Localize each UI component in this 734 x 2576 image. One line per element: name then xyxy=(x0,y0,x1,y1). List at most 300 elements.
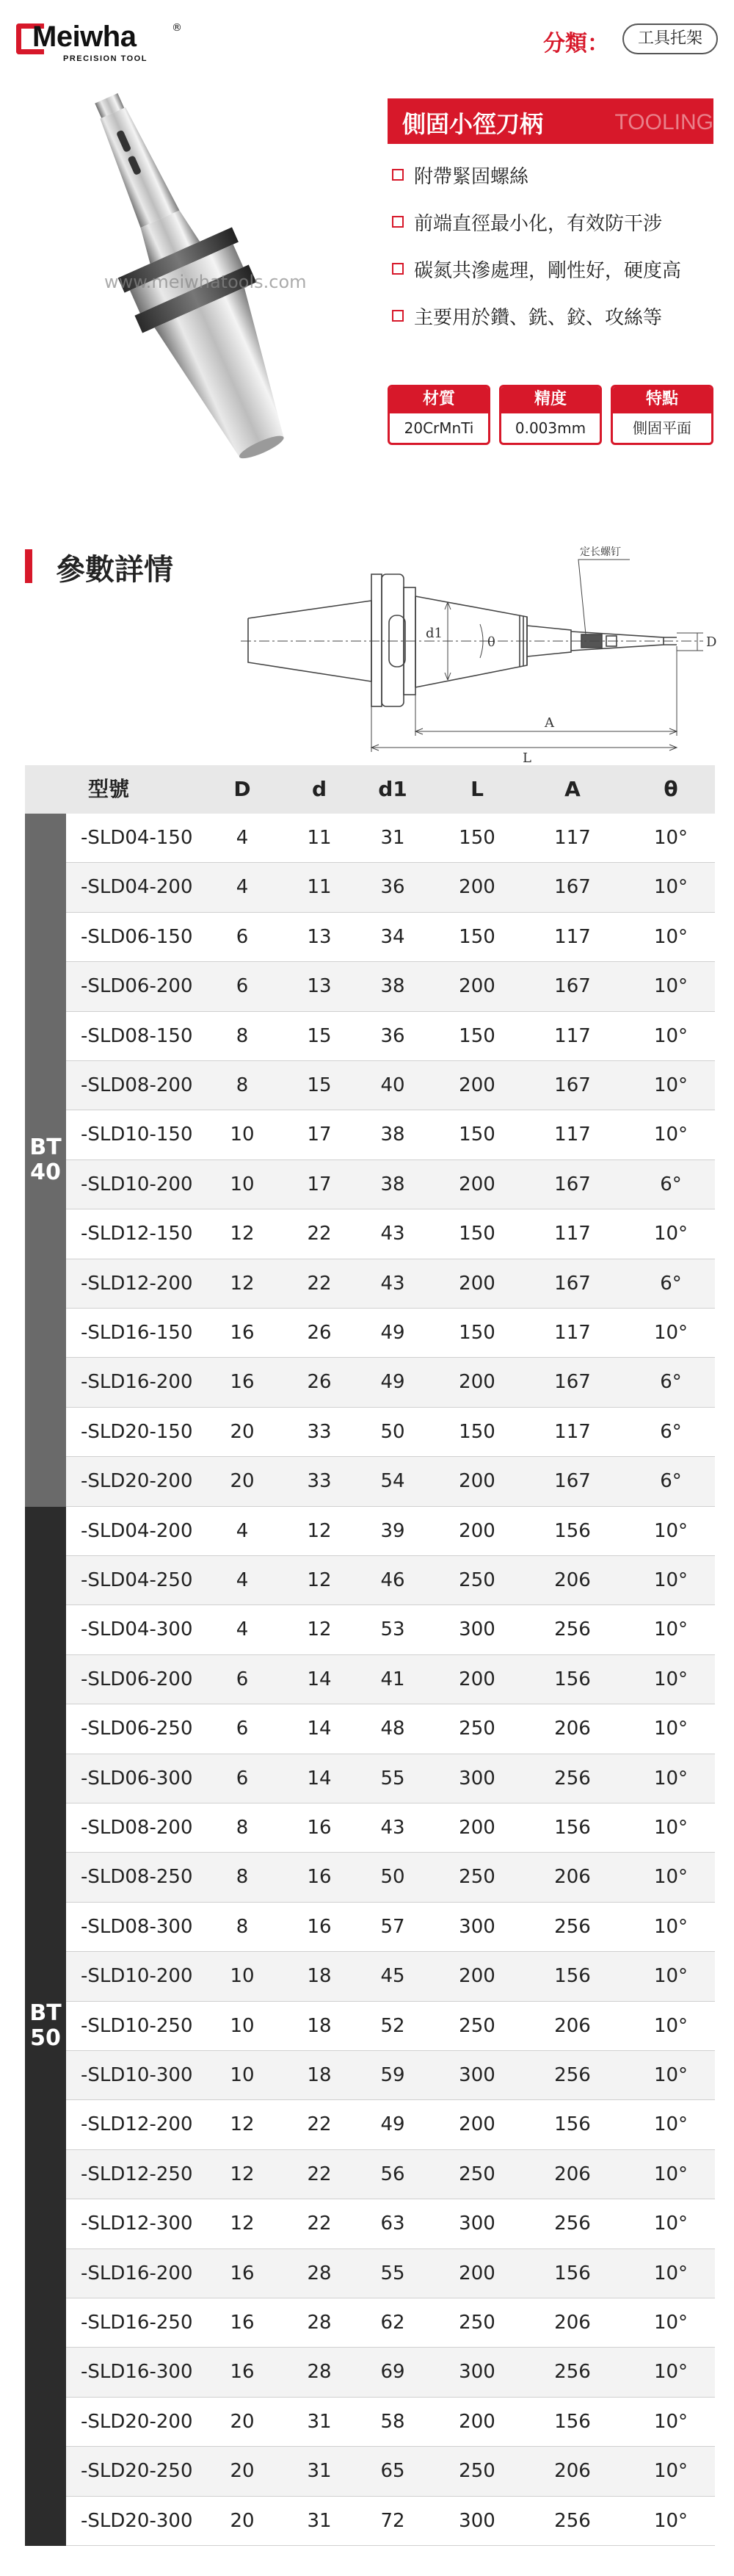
table-cell: 6° xyxy=(660,1470,682,1493)
table-row xyxy=(66,2348,715,2397)
table-cell: -SLD16-250 xyxy=(81,2312,193,2334)
table-cell: 10° xyxy=(653,2213,688,2235)
table-cell: 50 xyxy=(380,1866,405,1889)
table-cell: 200 xyxy=(459,2410,495,2433)
table-cell: 150 xyxy=(459,1024,495,1047)
bullet-square-icon xyxy=(392,216,404,228)
brand-subtitle: PRECISION TOOL xyxy=(63,54,148,63)
table-cell: 8 xyxy=(236,1817,249,1839)
table-row xyxy=(66,1259,715,1309)
product-title: 側固小徑刀柄 xyxy=(402,110,544,138)
table-cell: 167 xyxy=(554,1074,591,1096)
table-cell: 10° xyxy=(653,2361,688,2384)
table-cell: 48 xyxy=(380,1718,405,1740)
product-image xyxy=(0,73,382,485)
category-label: 分類： xyxy=(543,31,609,57)
table-cell: 17 xyxy=(307,1124,332,1146)
table-cell: 8 xyxy=(236,1915,249,1938)
table-cell: 10° xyxy=(653,1767,688,1790)
table-cell: 16 xyxy=(307,1866,332,1889)
table-cell: -SLD20-200 xyxy=(81,1470,193,1493)
table-cell: 250 xyxy=(459,2163,495,2185)
dim-L: L xyxy=(523,750,531,764)
table-cell: -SLD08-150 xyxy=(81,1024,193,1047)
table-cell: 300 xyxy=(459,1915,495,1938)
spec-card-feature xyxy=(611,385,713,445)
table-cell: 39 xyxy=(380,1519,405,1542)
watermark-text: www.meiwhatools.com xyxy=(104,272,307,292)
table-row xyxy=(66,2398,715,2447)
table-cell: -SLD20-150 xyxy=(81,1420,193,1443)
dim-d1: d1 xyxy=(426,626,443,641)
table-cell: 10° xyxy=(653,1519,688,1542)
feature-item xyxy=(388,295,713,342)
table-cell: 22 xyxy=(307,1272,332,1295)
table-row xyxy=(66,814,715,863)
table-cell: -SLD10-150 xyxy=(81,1124,193,1146)
table-cell: -SLD04-200 xyxy=(81,1519,193,1542)
table-cell: 4 xyxy=(236,876,249,899)
table-cell: 10 xyxy=(230,1173,255,1195)
table-cell: 16 xyxy=(230,2312,255,2334)
table-cell: 10° xyxy=(653,1817,688,1839)
table-cell: 16 xyxy=(230,2262,255,2284)
table-cell: 4 xyxy=(236,1519,249,1542)
table-cell: 10° xyxy=(653,1124,688,1146)
table-cell: 10° xyxy=(653,1718,688,1740)
table-cell: 206 xyxy=(554,2014,591,2037)
table-cell: 16 xyxy=(307,1817,332,1839)
category-tag[interactable]: 工具托架 xyxy=(622,23,718,54)
section-accent-bar xyxy=(25,549,32,583)
table-row xyxy=(66,1110,715,1159)
table-cell: 14 xyxy=(307,1668,332,1690)
table-cell: 250 xyxy=(459,2014,495,2037)
product-title-bar xyxy=(388,98,713,144)
table-row xyxy=(66,1012,715,1061)
table-cell: 28 xyxy=(307,2312,332,2334)
table-row xyxy=(66,1655,715,1704)
table-cell: 12 xyxy=(307,1519,332,1542)
table-cell: 200 xyxy=(459,1965,495,1988)
table-cell: -SLD06-200 xyxy=(81,1668,193,1690)
table-cell: 63 xyxy=(380,2213,405,2235)
table-cell: 10° xyxy=(653,2064,688,2086)
table-cell: -SLD06-250 xyxy=(81,1718,193,1740)
table-cell: 49 xyxy=(380,1371,405,1394)
table-cell: 167 xyxy=(554,1371,591,1394)
group-label-bt40: BT 40 xyxy=(25,814,66,1507)
table-cell: 8 xyxy=(236,1074,249,1096)
table-cell: 22 xyxy=(307,2113,332,2136)
table-cell: 46 xyxy=(380,1569,405,1591)
table-row xyxy=(66,1903,715,1952)
table-cell: 256 xyxy=(554,2361,591,2384)
col-L: L xyxy=(470,777,484,801)
table-row xyxy=(66,2199,715,2248)
table-cell: 10° xyxy=(653,2460,688,2483)
table-row xyxy=(66,1408,715,1457)
table-cell: 26 xyxy=(307,1371,332,1394)
product-title-en: TOOLING xyxy=(614,110,713,134)
table-cell: 62 xyxy=(380,2312,405,2334)
table-cell: 49 xyxy=(380,2113,405,2136)
table-cell: -SLD16-300 xyxy=(81,2361,193,2384)
table-cell: 22 xyxy=(307,2213,332,2235)
table-cell: 12 xyxy=(230,1223,255,1245)
table-cell: 167 xyxy=(554,1470,591,1493)
table-row xyxy=(66,2447,715,2496)
table-cell: 167 xyxy=(554,1272,591,1295)
table-cell: -SLD08-300 xyxy=(81,1915,193,1938)
table-cell: 10° xyxy=(653,2312,688,2334)
table-cell: 200 xyxy=(459,1470,495,1493)
table-cell: 10° xyxy=(653,1223,688,1245)
table-cell: 200 xyxy=(459,1074,495,1096)
table-cell: 200 xyxy=(459,1371,495,1394)
table-cell: 4 xyxy=(236,1569,249,1591)
table-cell: 20 xyxy=(230,1470,255,1493)
table-cell: 10° xyxy=(653,925,688,948)
table-row xyxy=(66,2150,715,2199)
table-cell: 300 xyxy=(459,1618,495,1641)
table-cell: 10° xyxy=(653,2509,688,2532)
table-cell: 10° xyxy=(653,1618,688,1641)
table-cell: 10 xyxy=(230,1965,255,1988)
table-cell: 10° xyxy=(653,1322,688,1344)
table-row xyxy=(66,2100,715,2149)
col-d: d xyxy=(311,777,327,801)
table-cell: 10 xyxy=(230,2064,255,2086)
table-cell: 300 xyxy=(459,2361,495,2384)
spec-label: 材質 xyxy=(390,387,488,413)
table-cell: 256 xyxy=(554,2509,591,2532)
table-cell: 10° xyxy=(653,2262,688,2284)
table-cell: 10° xyxy=(653,1915,688,1938)
table-cell: -SLD04-300 xyxy=(81,1618,193,1641)
brand-logo[interactable] xyxy=(16,21,192,65)
table-cell: 6 xyxy=(236,1668,249,1690)
table-cell: 156 xyxy=(554,1965,591,1988)
table-cell: -SLD06-150 xyxy=(81,925,193,948)
table-cell: -SLD20-300 xyxy=(81,2509,193,2532)
group-label-bt50: BT 50 xyxy=(25,1507,66,2546)
table-cell: 156 xyxy=(554,1668,591,1690)
table-cell: 300 xyxy=(459,2509,495,2532)
table-cell: 200 xyxy=(459,2262,495,2284)
table-cell: 12 xyxy=(230,1272,255,1295)
table-cell: 200 xyxy=(459,1272,495,1295)
table-cell: 55 xyxy=(380,1767,405,1790)
brand-name: Meiwha xyxy=(32,21,137,53)
table-cell: 150 xyxy=(459,1420,495,1443)
table-cell: 33 xyxy=(307,1470,332,1493)
table-cell: 206 xyxy=(554,1569,591,1591)
table-cell: -SLD08-250 xyxy=(81,1866,193,1889)
table-cell: 150 xyxy=(459,925,495,948)
table-row xyxy=(66,1160,715,1209)
table-cell: 167 xyxy=(554,876,591,899)
dim-A: A xyxy=(545,715,554,731)
table-cell: 11 xyxy=(307,827,332,849)
table-cell: 117 xyxy=(554,1223,591,1245)
feature-text: 前端直徑最小化，有效防干涉 xyxy=(414,213,663,235)
table-cell: -SLD04-250 xyxy=(81,1569,193,1591)
feature-text: 主要用於鑽、銑、鉸、攻絲等 xyxy=(414,307,663,329)
feature-list xyxy=(388,154,713,342)
table-cell: 54 xyxy=(380,1470,405,1493)
col-A: A xyxy=(564,777,581,801)
bullet-square-icon xyxy=(392,310,404,322)
table-cell: 20 xyxy=(230,1420,255,1443)
table-cell: 150 xyxy=(459,1124,495,1146)
table-cell: 117 xyxy=(554,1024,591,1047)
table-cell: 20 xyxy=(230,2509,255,2532)
table-cell: 31 xyxy=(307,2460,332,2483)
bullet-square-icon xyxy=(392,263,404,275)
table-cell: -SLD10-300 xyxy=(81,2064,193,2086)
table-cell: 20 xyxy=(230,2460,255,2483)
table-cell: 4 xyxy=(236,1618,249,1641)
spec-label: 特點 xyxy=(613,387,711,413)
table-cell: 12 xyxy=(230,2113,255,2136)
table-cell: 13 xyxy=(307,925,332,948)
table-cell: 206 xyxy=(554,1866,591,1889)
table-cell: 12 xyxy=(307,1569,332,1591)
table-row xyxy=(66,1507,715,1556)
table-cell: 256 xyxy=(554,1618,591,1641)
table-cell: -SLD10-200 xyxy=(81,1965,193,1988)
section-title: 參數詳情 xyxy=(56,553,173,587)
table-cell: 10° xyxy=(653,2014,688,2037)
row-divider xyxy=(66,2545,715,2546)
table-cell: 28 xyxy=(307,2262,332,2284)
table-cell: 10° xyxy=(653,1074,688,1096)
table-cell: 10 xyxy=(230,2014,255,2037)
table-cell: 49 xyxy=(380,1322,405,1344)
table-cell: 40 xyxy=(380,1074,405,1096)
table-row xyxy=(66,1952,715,2001)
table-cell: 10° xyxy=(653,827,688,849)
table-cell: 43 xyxy=(380,1272,405,1295)
table-row xyxy=(66,2051,715,2100)
table-cell: 59 xyxy=(380,2064,405,2086)
table-cell: 6° xyxy=(660,1371,682,1394)
table-cell: 256 xyxy=(554,1767,591,1790)
table-cell: 300 xyxy=(459,2213,495,2235)
table-cell: -SLD16-200 xyxy=(81,1371,193,1394)
table-cell: 6 xyxy=(236,975,249,998)
bullet-square-icon xyxy=(392,169,404,181)
spec-value: 側固平面 xyxy=(633,419,691,437)
table-cell: 12 xyxy=(230,2163,255,2185)
table-row xyxy=(66,1309,715,1358)
table-cell: 69 xyxy=(380,2361,405,2384)
table-cell: 17 xyxy=(307,1173,332,1195)
table-cell: 8 xyxy=(236,1866,249,1889)
table-cell: 13 xyxy=(307,975,332,998)
feature-item xyxy=(388,201,713,248)
table-cell: 10° xyxy=(653,2163,688,2185)
table-header xyxy=(25,765,715,814)
table-cell: 10° xyxy=(653,2410,688,2433)
table-cell: 38 xyxy=(380,1124,405,1146)
table-cell: 150 xyxy=(459,1223,495,1245)
table-cell: 200 xyxy=(459,876,495,899)
table-cell: 156 xyxy=(554,2410,591,2433)
table-cell: 22 xyxy=(307,1223,332,1245)
table-row xyxy=(66,2249,715,2298)
table-cell: 18 xyxy=(307,1965,332,1988)
table-cell: -SLD16-150 xyxy=(81,1322,193,1344)
table-cell: 167 xyxy=(554,975,591,998)
table-cell: 10° xyxy=(653,975,688,998)
table-cell: 18 xyxy=(307,2014,332,2037)
table-cell: 300 xyxy=(459,1767,495,1790)
table-cell: -SLD12-150 xyxy=(81,1223,193,1245)
table-cell: 36 xyxy=(380,1024,405,1047)
table-cell: 8 xyxy=(236,1024,249,1047)
table-row xyxy=(66,1754,715,1803)
table-cell: 150 xyxy=(459,827,495,849)
table-cell: -SLD06-300 xyxy=(81,1767,193,1790)
spec-value: 20CrMnTi xyxy=(404,419,474,437)
table-cell: 10° xyxy=(653,2113,688,2136)
table-cell: 200 xyxy=(459,1817,495,1839)
table-cell: 72 xyxy=(380,2509,405,2532)
table-cell: 10° xyxy=(653,1569,688,1591)
table-cell: 206 xyxy=(554,1718,591,1740)
spec-label: 精度 xyxy=(501,387,600,413)
table-cell: 18 xyxy=(307,2064,332,2086)
table-cell: 256 xyxy=(554,2213,591,2235)
table-cell: 200 xyxy=(459,1519,495,1542)
table-cell: -SLD06-200 xyxy=(81,975,193,998)
table-cell: 11 xyxy=(307,876,332,899)
technical-drawing xyxy=(233,543,727,764)
table-cell: 45 xyxy=(380,1965,405,1988)
table-cell: 256 xyxy=(554,2064,591,2086)
table-cell: 156 xyxy=(554,1817,591,1839)
table-cell: -SLD04-200 xyxy=(81,876,193,899)
table-cell: 15 xyxy=(307,1024,332,1047)
table-cell: 38 xyxy=(380,1173,405,1195)
table-cell: -SLD12-200 xyxy=(81,2113,193,2136)
table-cell: 117 xyxy=(554,925,591,948)
parameter-table xyxy=(25,765,715,2546)
table-row xyxy=(66,1605,715,1654)
table-cell: -SLD04-150 xyxy=(81,827,193,849)
table-cell: 50 xyxy=(380,1420,405,1443)
table-cell: 167 xyxy=(554,1173,591,1195)
feature-text: 碳氮共滲處理，剛性好，硬度高 xyxy=(414,260,682,282)
table-cell: 200 xyxy=(459,2113,495,2136)
table-cell: -SLD10-250 xyxy=(81,2014,193,2037)
col-theta: θ xyxy=(664,777,678,801)
table-cell: 10° xyxy=(653,1965,688,1988)
table-cell: 156 xyxy=(554,2262,591,2284)
table-cell: 6 xyxy=(236,1767,249,1790)
table-cell: 53 xyxy=(380,1618,405,1641)
table-cell: 117 xyxy=(554,1124,591,1146)
table-cell: 6 xyxy=(236,925,249,948)
table-cell: 156 xyxy=(554,2113,591,2136)
table-cell: 6° xyxy=(660,1420,682,1443)
table-cell: 200 xyxy=(459,1668,495,1690)
table-cell: 14 xyxy=(307,1767,332,1790)
table-row xyxy=(66,1358,715,1407)
table-cell: 16 xyxy=(230,1371,255,1394)
table-cell: 250 xyxy=(459,1866,495,1889)
table-row xyxy=(66,1209,715,1259)
table-cell: 43 xyxy=(380,1817,405,1839)
col-D: D xyxy=(233,777,251,801)
table-row xyxy=(66,913,715,962)
table-cell: -SLD12-250 xyxy=(81,2163,193,2185)
table-cell: 206 xyxy=(554,2163,591,2185)
spec-card-precision xyxy=(499,385,602,445)
table-row xyxy=(66,962,715,1011)
table-cell: 41 xyxy=(380,1668,405,1690)
table-cell: 6 xyxy=(236,1718,249,1740)
table-cell: 36 xyxy=(380,876,405,899)
table-row xyxy=(66,1803,715,1853)
table-cell: 256 xyxy=(554,1915,591,1938)
table-cell: 206 xyxy=(554,2312,591,2334)
table-cell: 117 xyxy=(554,1420,591,1443)
table-row xyxy=(66,2298,715,2348)
table-cell: 26 xyxy=(307,1322,332,1344)
table-cell: 250 xyxy=(459,1569,495,1591)
registered-mark: ® xyxy=(172,22,182,34)
table-cell: 15 xyxy=(307,1074,332,1096)
table-cell: 206 xyxy=(554,2460,591,2483)
col-model: 型號 xyxy=(88,777,130,801)
table-row xyxy=(66,1853,715,1902)
table-cell: 250 xyxy=(459,1718,495,1740)
table-cell: 43 xyxy=(380,1223,405,1245)
spec-card-material xyxy=(388,385,490,445)
table-body xyxy=(25,814,715,2546)
table-cell: 200 xyxy=(459,975,495,998)
table-cell: -SLD12-300 xyxy=(81,2213,193,2235)
table-cell: -SLD08-200 xyxy=(81,1817,193,1839)
table-cell: 52 xyxy=(380,2014,405,2037)
table-cell: 20 xyxy=(230,2410,255,2433)
table-cell: 34 xyxy=(380,925,405,948)
table-cell: 16 xyxy=(307,1915,332,1938)
feature-text: 附帶緊固螺絲 xyxy=(414,166,529,188)
table-cell: 10° xyxy=(653,876,688,899)
table-cell: 10° xyxy=(653,1024,688,1047)
table-row xyxy=(66,1061,715,1110)
table-cell: 250 xyxy=(459,2312,495,2334)
table-cell: 16 xyxy=(230,2361,255,2384)
table-row xyxy=(66,1556,715,1605)
table-cell: 55 xyxy=(380,2262,405,2284)
table-cell: 200 xyxy=(459,1173,495,1195)
table-row xyxy=(66,1704,715,1754)
table-row xyxy=(66,863,715,912)
table-cell: 12 xyxy=(307,1618,332,1641)
dim-theta: θ xyxy=(487,634,495,650)
table-cell: 4 xyxy=(236,827,249,849)
table-cell: 38 xyxy=(380,975,405,998)
table-row xyxy=(66,2002,715,2051)
table-cell: 31 xyxy=(307,2410,332,2433)
table-cell: 31 xyxy=(307,2509,332,2532)
table-row xyxy=(66,1457,715,1506)
